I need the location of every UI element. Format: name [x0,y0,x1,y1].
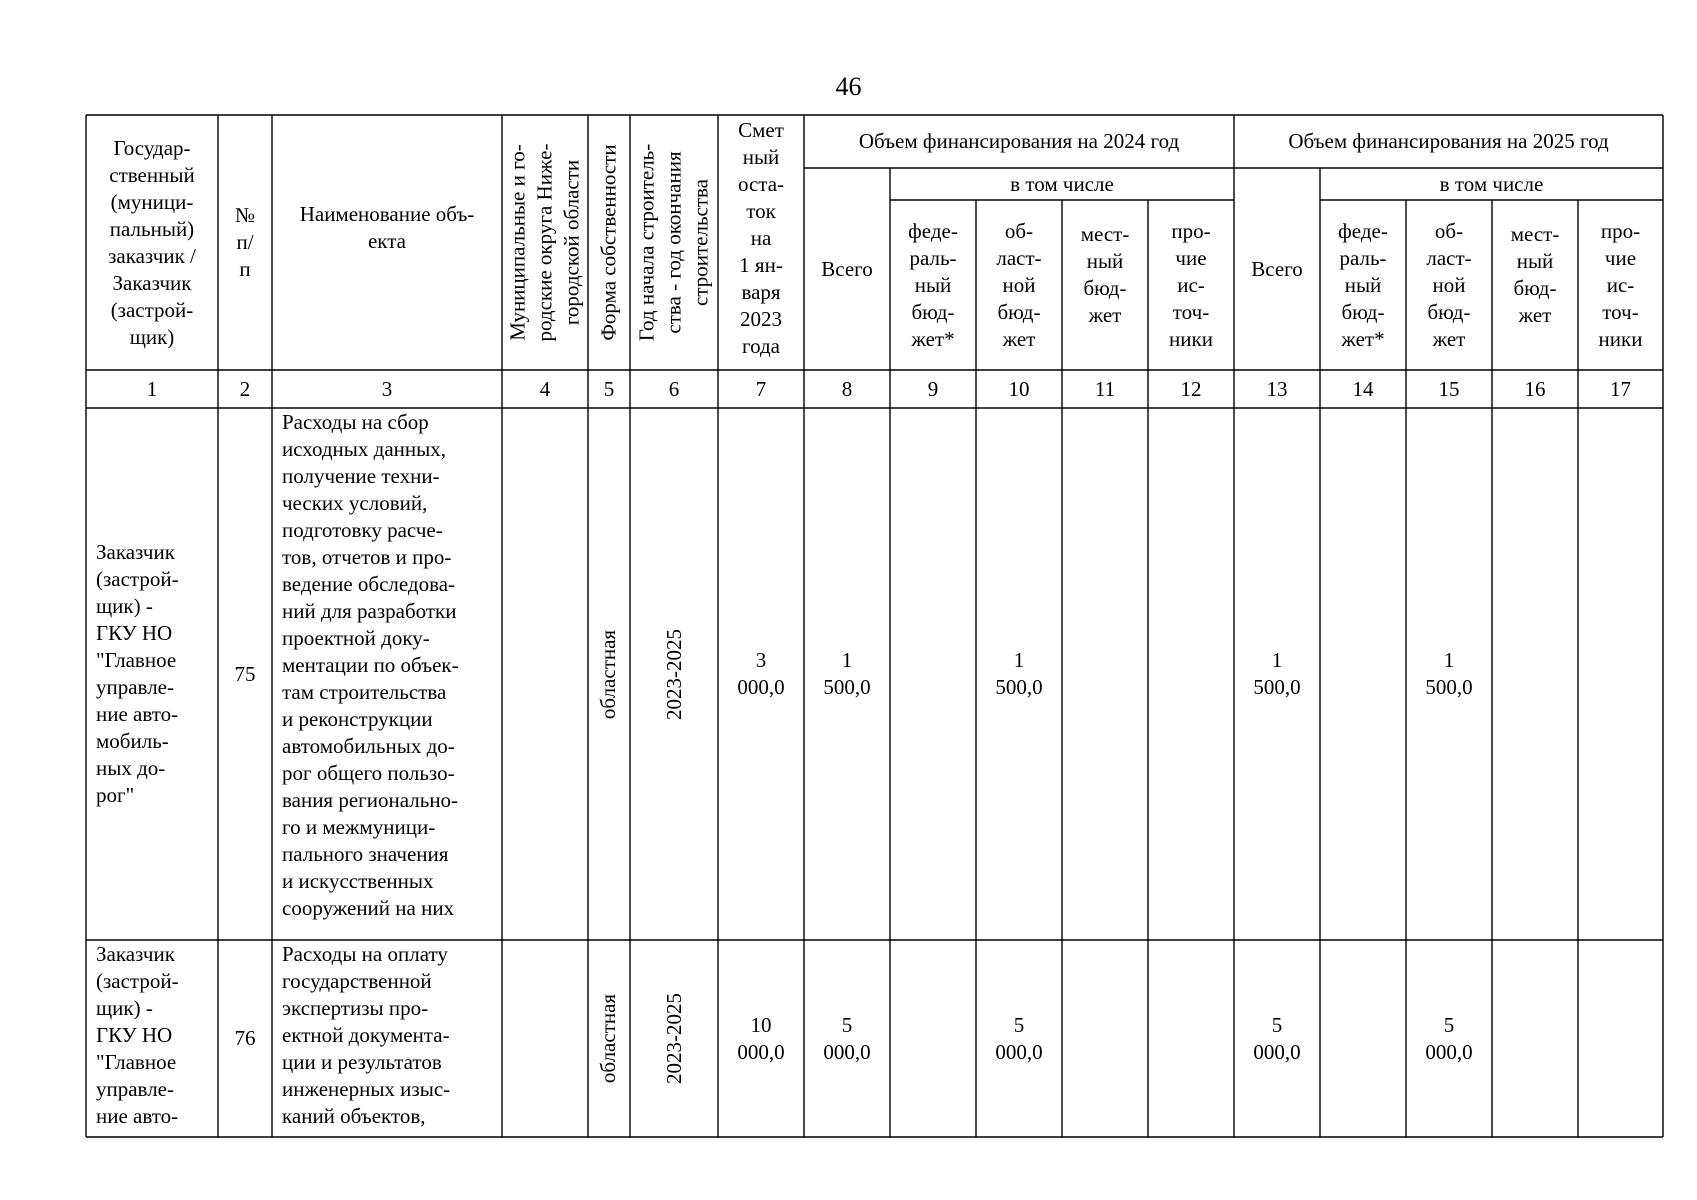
row-total-2024: 5 000,0 [823,1012,871,1064]
row-ownership [588,408,630,940]
column-number: 14 [1352,376,1374,401]
row-ownership [588,940,630,1137]
column-number: 15 [1438,376,1460,401]
header-estimate: Смет ный оста- ток на 1 ян- варя 2023 года [737,118,785,358]
column-number: 7 [755,376,767,401]
row-estimate: 10 000,0 [737,1012,785,1064]
header-local-2025: мест- ный бюд- жет [1510,222,1560,327]
row-regional-2025: 5 000,0 [1425,1012,1473,1064]
row-ownership-text: областная [596,629,621,719]
column-number: 8 [841,376,853,401]
header-years [630,115,718,370]
header-including-2024: в том числе [1010,171,1114,196]
header-total-2025: Всего [1251,256,1303,281]
column-number: 4 [539,376,551,401]
header-fin-2024: Объем финансирования на 2024 год [858,129,1180,153]
row-number: 75 [234,661,256,686]
header-ownership-text: Форма собственности [596,144,621,341]
column-number: 3 [381,376,393,401]
row-object-name: Расходы на сбор исходных данных, получение техни- ческих условий, подготовку расче- тов, отчетов и про- ведение обследова- ний для разработки проектной доку- ментации по объек- там строительства и реконструкции автомобильных до- рог общего пользо- вания регионально- го и межмуници- пального значения и искусственных сооружений на них [282,410,459,920]
header-regional-2025: об- ласт- ной бюд- жет [1426,218,1472,351]
row-regional-2024: 5 000,0 [995,1012,1043,1064]
header-local-2024: мест- ный бюд- жет [1080,222,1130,327]
column-number: 6 [668,376,680,401]
row-customer: Заказчик (застрой- щик) - ГКУ НО "Главное управле- ние авто- мобиль- ных до- рог" [96,540,179,807]
column-number: 13 [1266,376,1288,401]
row-total-2025: 1 500,0 [1253,648,1301,699]
column-number: 1 [146,376,158,401]
row-number: 76 [234,1026,256,1050]
header-other-2025: про- чие ис- точ- ники [1598,218,1643,351]
column-number: 5 [603,376,615,401]
header-years-text: Год начала строитель- ства - год окончания строительства [634,143,713,342]
header-municipal-text: Муниципальные и го- родские округа Ниже- городской области [505,143,584,342]
row-total-2025: 5 000,0 [1253,1012,1301,1064]
column-number: 17 [1610,376,1631,401]
column-number: 11 [1094,376,1116,401]
row-years [630,408,718,940]
header-federal-2025: феде- раль- ный бюд- жет* [1338,218,1388,351]
header-other-2024: про- чие ис- точ- ники [1169,218,1213,351]
row-customer: Заказчик (застрой- щик) - ГКУ НО "Главное управле- ние авто- [96,942,179,1128]
row-years-text: 2023-2025 [661,628,686,720]
column-number: 12 [1180,376,1202,401]
column-number: 9 [927,376,939,401]
row-regional-2025: 1 500,0 [1425,648,1473,699]
row-years-text: 2023-2025 [661,993,686,1084]
row-ownership-text: областная [596,993,621,1084]
column-number: 16 [1524,376,1546,401]
header-regional-2024: об- ласт- ной бюд- жет [996,218,1042,351]
page-number: 46 [835,72,862,101]
header-federal-2024: феде- раль- ный бюд- жет* [908,218,958,351]
column-number: 10 [1008,376,1030,401]
header-number: № п/ п [234,203,256,281]
column-number: 2 [239,376,251,401]
row-object-name: Расходы на оплату государственной экспертизы про- ектной документа- ции и результатов инженерных изыс- каний объектов, [282,942,451,1128]
row-regional-2024: 1 500,0 [995,648,1043,699]
header-fin-2025: Объем финансирования на 2025 год [1288,129,1609,153]
header-object-name: Наименование объ- екта [299,201,475,253]
row-years [630,940,718,1137]
header-customer: Государ- ственный (муници- пальный) заказчик / Заказчик (застрой- щик) [108,135,196,349]
header-total-2024: Всего [821,256,873,281]
row-total-2024: 1 500,0 [823,648,871,699]
header-including-2025: в том числе [1439,171,1544,196]
header-municipal [502,115,588,370]
row-estimate: 3 000,0 [737,648,785,699]
header-ownership [588,115,630,370]
